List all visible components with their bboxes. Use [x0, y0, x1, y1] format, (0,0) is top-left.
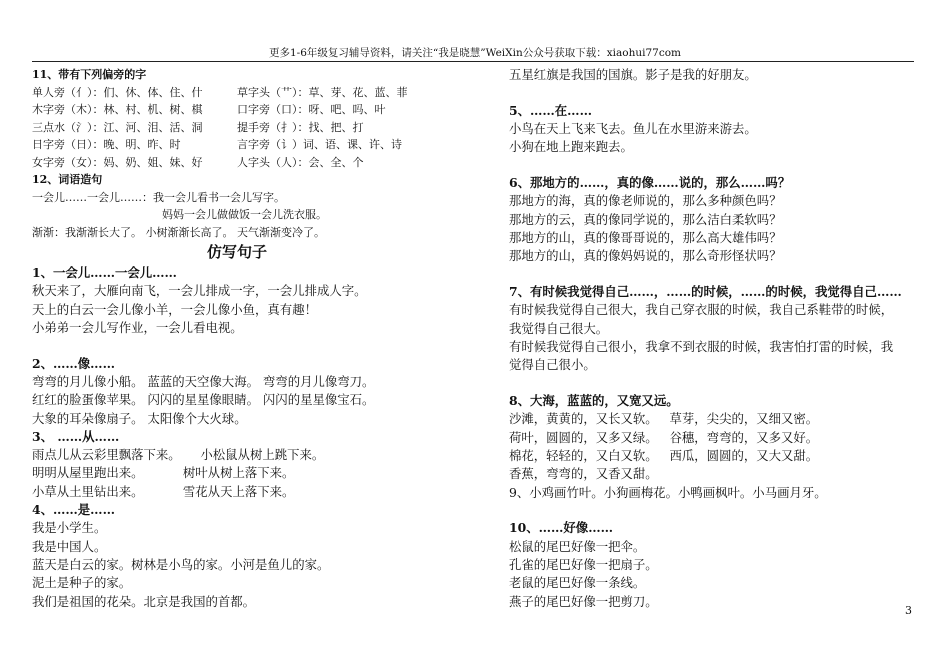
part-3-title: 3、 ……从…… [32, 428, 120, 444]
part-1-title: 1、一会儿……一会儿…… [32, 265, 177, 280]
radical-cell: 人字头（人）：会、全、个 [237, 155, 364, 169]
part-6-title: 6、那地方的……，真的像……说的，那么……吗？ [509, 175, 791, 191]
sentence-line: 我是中国人。 [32, 538, 107, 554]
page-number: 3 [905, 604, 912, 617]
header-rule [32, 61, 914, 62]
sentence-line: 红红的脸蛋像苹果。 闪闪的星星像眼睛。 闪闪的星星像宝石。 [32, 392, 375, 408]
sentence-line: 老鼠的尾巴好像一条线。 [509, 575, 646, 591]
sentence-line: 荷叶，圆圆的，又多又绿。 谷穗，弯弯的，又多又好。 [509, 429, 819, 445]
radical-cell: 女字旁（女）：妈、奶、姐、妹、好 [32, 155, 203, 169]
sentence-line: 小鸟在天上飞来飞去。鱼儿在水里游来游去。 [509, 121, 757, 137]
part-7-title: 7、有时候我觉得自己……，……的时候，……的时候，我觉得自己…… [509, 284, 902, 300]
sentence-line: 小草从土里钻出来。 雪花从天上落下来。 [32, 483, 295, 499]
page-header: 更多1-6年级复习辅导资料，请关注“我是晓慧”WeiXin公众号获取下载：xiaohui77com [268, 47, 681, 59]
sentence-line: 蓝天是白云的家。树林是小鸟的家。小河是鱼儿的家。 [32, 556, 330, 572]
sentence-line: 明明从屋里跑出来。 树叶从树上落下来。 [32, 465, 295, 481]
sentence-line: 天上的白云一会儿像小羊，一会儿像小鱼，真有趣！ [32, 301, 317, 317]
part-4-title: 4、……是…… [32, 502, 115, 518]
sentence-line: 那地方的云，真的像同学说的，那么洁白柔软吗？ [509, 211, 782, 227]
sentence-line: 有时候我觉得自己很大，我自己穿衣服的时候，我自己系鞋带的时候， [509, 302, 894, 318]
radical-cell: 单人旁（亻）：们、休、体、住、什 [32, 85, 203, 99]
sentence-line: 小弟弟一会儿写作业，一会儿看电视。 [32, 319, 243, 335]
sentence-line: 我们是祖国的花朵。北京是我国的首都。 [32, 593, 256, 609]
section-11-title: 11、带有下列偏旁的字 [32, 68, 147, 81]
main-title: 仿写句子 [206, 243, 267, 261]
radical-cell: 木字旁（木）：林、村、机、树、棋 [32, 103, 203, 116]
sentence-line: 松鼠的尾巴好像一把伞。 [509, 538, 646, 554]
left-column [32, 66, 492, 611]
part-5-title: 5、……在…… [509, 102, 592, 118]
radicals-table [32, 84, 492, 172]
radical-cell: 日字旁（日）：晚、明、昨、时 [32, 138, 181, 151]
sentence-line: 大象的耳朵像扇子。 太阳像个大火球。 [32, 410, 247, 426]
part-8-title: 8、大海，蓝蓝的，又宽又远。 [509, 393, 679, 409]
radical-cell: 言字旁（讠）词、语、课、许、诗 [237, 138, 402, 151]
radical-cell: 三点水（氵）：江、河、泪、活、洞 [32, 120, 203, 134]
radical-row [32, 101, 492, 119]
sentence-line: 觉得自己很小。 [509, 357, 596, 373]
sentence-line: 我是小学生。 [32, 520, 107, 536]
sentence-line: 弯弯的月儿像小船。 蓝蓝的天空像大海。 弯弯的月儿像弯刀。 [32, 373, 375, 389]
right-column [509, 66, 919, 611]
radical-cell: 口字旁（口）：呀、吧、吗、叶 [237, 103, 386, 116]
sentence-line: 一会儿……一会儿……：我一会儿看书一会儿写字。 [32, 190, 285, 204]
sentence-line: 燕子的尾巴好像一把剪刀。 [509, 593, 658, 609]
sentence-line: 那地方的海，真的像老师说的，那么多种颜色吗？ [509, 193, 782, 209]
sentence-line: 沙滩，黄黄的，又长又软。 草芽，尖尖的，又细又密。 [509, 411, 819, 427]
sentence-line: 那地方的山，真的像妈妈说的，那么奇形怪状吗？ [509, 248, 782, 264]
sentence-line: 雨点儿从云彩里飘落下来。 小松鼠从树上跳下来。 [32, 447, 325, 463]
sentence-line: 渐渐：我渐渐长大了。 小树渐渐长高了。 天气渐渐变冷了。 [32, 225, 325, 239]
sentence-line: 五星红旗是我国的国旗。影子是我的好朋友。 [509, 67, 757, 82]
sentence-line: 秋天来了，大雁向南飞，一会儿排成一字，一会儿排成人字。 [32, 283, 367, 299]
sentence-line: 小狗在地上跑来跑去。 [509, 139, 633, 155]
sentence-line: 有时候我觉得自己很小，我拿不到衣服的时候，我害怕打雷的时候，我 [509, 339, 894, 355]
radical-row [32, 154, 492, 172]
radical-cell: 草字头（艹）：草、芽、花、蓝、菲 [237, 85, 408, 99]
sentence-line: 棉花，轻轻的，又白又软。 西瓜，圆圆的，又大又甜。 [509, 448, 819, 464]
part-2-title: 2、……像…… [32, 355, 115, 371]
sentence-line: 孔雀的尾巴好像一把扇子。 [509, 557, 658, 573]
radical-row [32, 84, 492, 102]
sentence-line: 妈妈一会儿做做饭一会儿洗衣服。 [162, 208, 327, 221]
sentence-line: 那地方的山，真的像哥哥说的，那么高大雄伟吗？ [509, 230, 782, 246]
radical-cell: 提手旁（扌）：找、把、打 [237, 120, 364, 134]
sentence-line: 香蕉，弯弯的，又香又甜。 [509, 466, 658, 482]
sentence-line: 我觉得自己很大。 [509, 320, 609, 336]
radical-row [32, 119, 492, 137]
part-10-title: 10、……好像…… [509, 520, 613, 536]
radical-row [32, 136, 492, 154]
sentence-line: 泥土是种子的家。 [32, 575, 132, 591]
section-12-title: 12、词语造句 [32, 173, 103, 186]
part-9-line: 9、小鸡画竹叶。小狗画梅花。小鸭画枫叶。小马画月牙。 [509, 484, 827, 500]
